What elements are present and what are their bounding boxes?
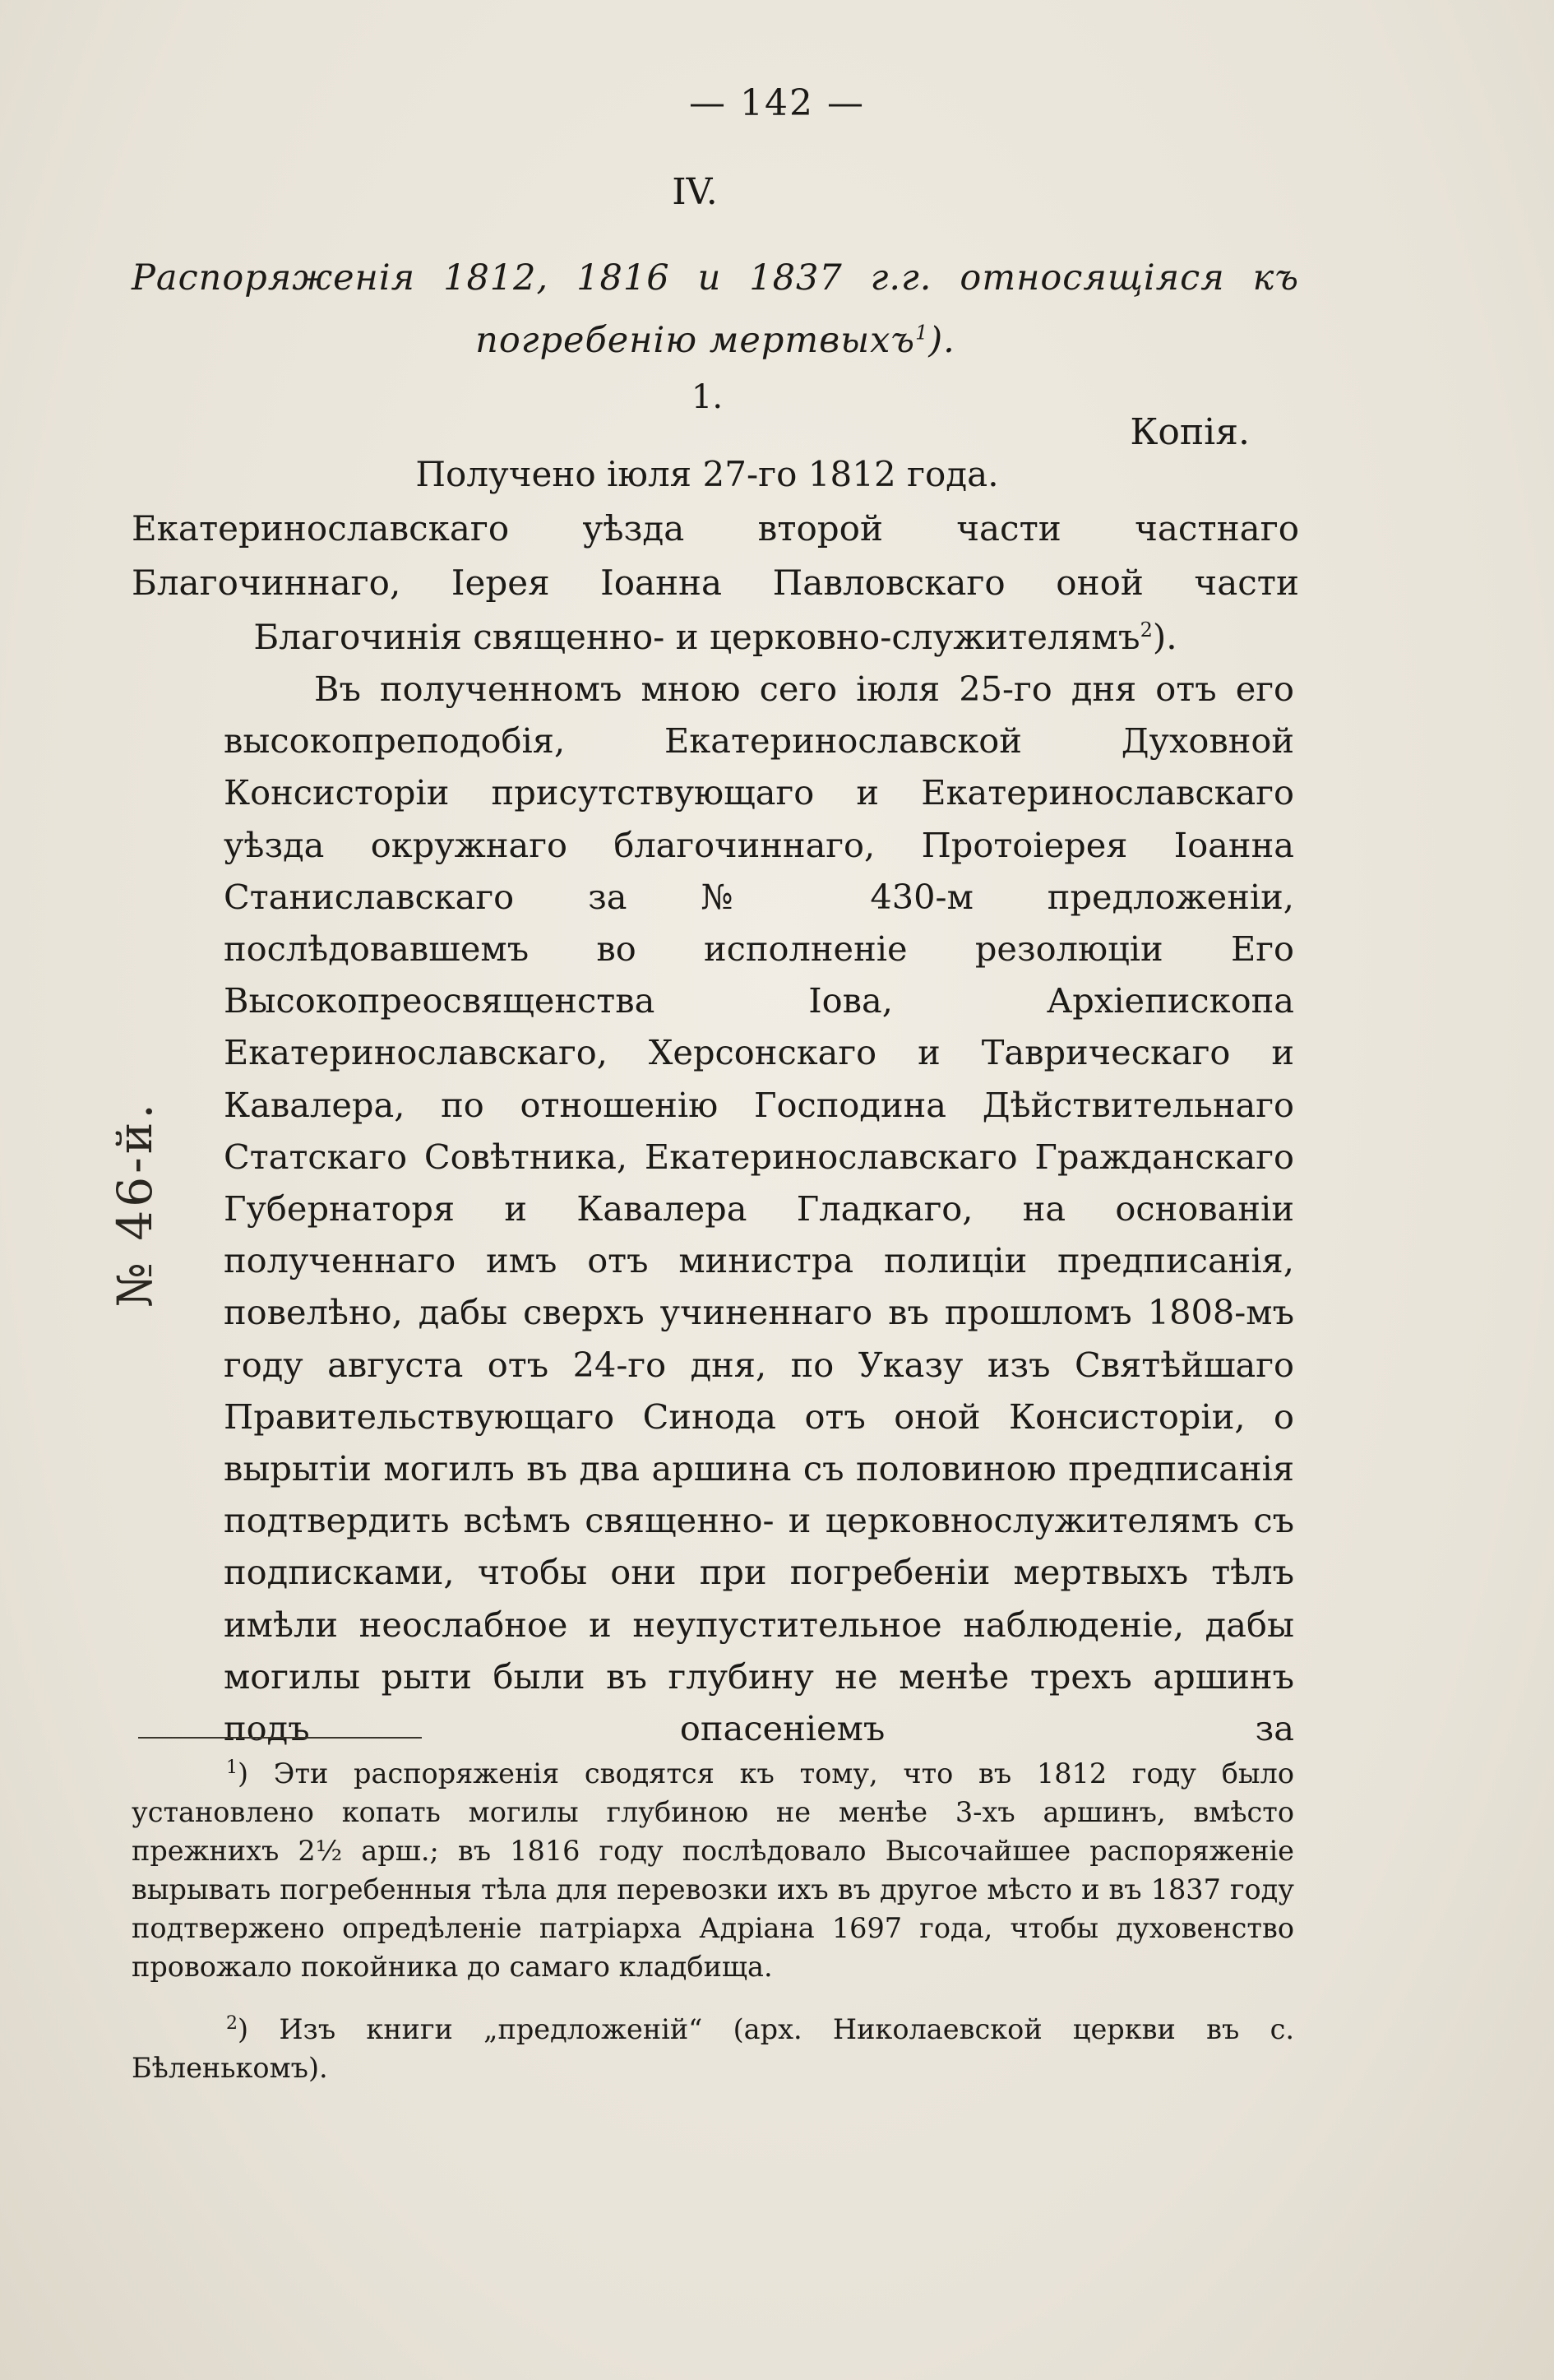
section-title-tail: ). <box>928 320 955 361</box>
footnotes <box>132 1748 1294 2087</box>
page-number: — 142 — <box>689 82 865 124</box>
section-title-text: Распоряженія 1812, 1816 и 1837 г.г. относящіяся къ погребенію мертвыхъ <box>132 257 1299 361</box>
footnote-1-text: ) Эти распоряженія сводятся къ тому, что въ 1812 году было установлено копать могилы глубиною не менѣе 3-хъ аршинъ, вмѣсто прежнихъ 2½ арш.; въ 1816 году послѣдовало Высочайшее распоряженіе вырывать погребенныя тѣла для перевозки ихъ въ другое мѣсто и въ 1837 году подтвержено опредѣленіе патріарха Адріана 1697 года, чтобы духовенство провожало покойника до самаго кладбища. <box>132 1757 1294 1984</box>
footnote-ref-1[interactable]: 1 <box>915 321 929 345</box>
footnote-1-mark: 1 <box>226 1757 238 1778</box>
document-number: 1. <box>691 378 724 416</box>
addressee-tail: ). <box>1152 617 1177 657</box>
copy-mark: Копія. <box>1130 411 1250 453</box>
received-date: Получено іюля 27-го 1812 года. <box>415 454 999 494</box>
section-numeral: IV. <box>672 171 718 213</box>
footnote-2 <box>132 2004 1294 2087</box>
addressee <box>132 502 1299 664</box>
addressee-text: Екатеринославскаго уѣзда второй части частнаго Благочиннаго, Іерея Іоанна Павловскаго оной части Благочинія священно- и церковно-служителямъ <box>132 508 1299 657</box>
body-paragraph: Въ полученномъ мною сего іюля 25-го дня отъ его высокопреподобія, Екатеринославской Духовной Консисторіи присутствующаго и Екатеринославскаго уѣзда окружнаго благочиннаго, Протоіерея Іоанна Станиславскаго за № 430-м предложеніи, послѣдовавшемъ во исполненіе резолюціи Его Высокопреосвященства Іова, Архіепископа Екатеринославскаго, Херсонскаго и Таврическаго и Кавалера, по отношенію Господина Дѣйствительнаго Статскаго Совѣтника, Екатеринославскаго Гражданскаго Губернаторя и Кавалера Гладкаго, на основаніи полученнаго имъ отъ министра полиціи предписанія, повелѣно, дабы сверхъ учиненнаго въ прошломъ 1808-мъ году августа отъ 24-го дня, по Указу изъ Святѣйшаго Правительствующаго Синода отъ оной Консисторіи, о вырытіи могилъ въ два аршина съ половиною предписанія подтвердить всѣмъ священно- и церковнослужителямъ съ подписками, чтобы они при погребеніи мертвыхъ тѣлъ имѣли неослабное и неупустительное наблюденіе, дабы могилы рыти были въ глубину не менѣе трехъ аршинъ подъ опасеніемъ за <box>224 669 1294 1749</box>
footnote-ref-2[interactable]: 2 <box>1140 618 1153 641</box>
section-title <box>132 247 1299 372</box>
footnote-1 <box>132 1748 1294 1986</box>
footnote-2-text: ) Изъ книги „предложеній“ (арх. Николаевской церкви въ с. Бѣленькомъ). <box>132 2013 1294 2085</box>
side-document-mark: № 46-й. <box>107 1100 163 1308</box>
footnote-2-mark: 2 <box>226 2013 238 2035</box>
footnote-divider <box>138 1737 422 1739</box>
